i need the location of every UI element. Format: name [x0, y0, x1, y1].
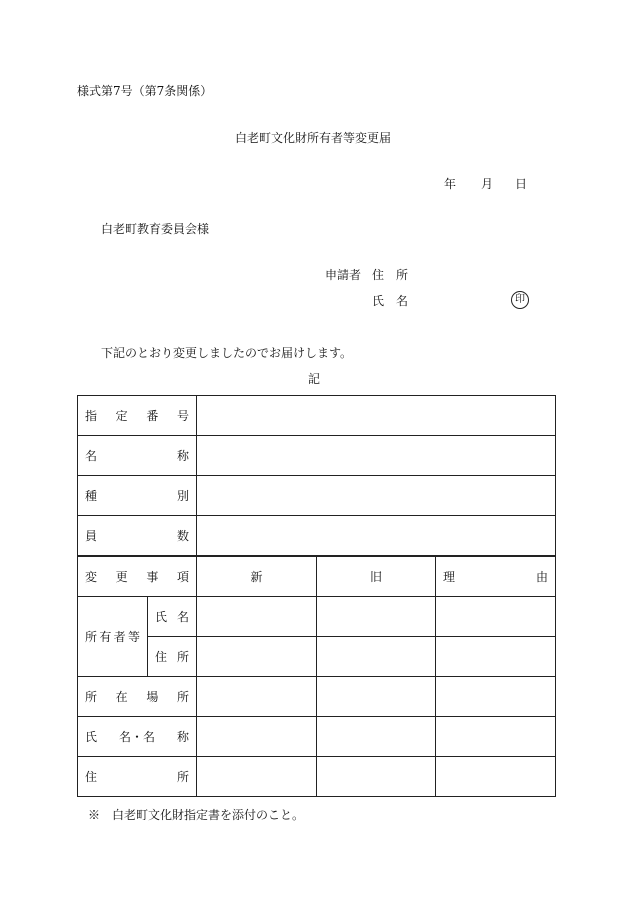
form-number: 様式第7号（第7条関係） [77, 84, 213, 98]
owner-name-label: 氏 名 [148, 597, 197, 637]
designation-number-field[interactable] [197, 396, 556, 436]
name-field[interactable] [197, 436, 556, 476]
table-row [78, 516, 556, 557]
table-row [78, 717, 556, 757]
table-row [78, 436, 556, 476]
seal-mark: 印 [511, 291, 529, 309]
owner-address-new-field[interactable] [197, 637, 317, 677]
ki-heading: 記 [308, 372, 321, 386]
location-reason-field[interactable] [436, 677, 556, 717]
table-row [78, 396, 556, 436]
table-row [78, 637, 556, 677]
document-title: 白老町文化財所有者等変更届 [235, 131, 392, 145]
date-day-label: 日 [515, 177, 528, 191]
owner-name-reason-field[interactable] [436, 597, 556, 637]
applicant-address-label: 住 所 [372, 268, 408, 282]
old-header: 旧 [317, 556, 436, 597]
address-new-field[interactable] [197, 757, 317, 797]
owner-address-label: 住 所 [148, 637, 197, 677]
addressee: 白老町教育委員会様 [101, 222, 210, 236]
person-name-reason-field[interactable] [436, 717, 556, 757]
owner-address-old-field[interactable] [317, 637, 436, 677]
applicant-name-label: 氏 名 [372, 294, 408, 308]
reason-header: 理 由 [436, 556, 556, 597]
address-reason-field[interactable] [436, 757, 556, 797]
person-name-old-field[interactable] [317, 717, 436, 757]
location-new-field[interactable] [197, 677, 317, 717]
person-name-new-field[interactable] [197, 717, 317, 757]
type-field[interactable] [197, 476, 556, 516]
name-label: 名 称 [78, 436, 197, 476]
location-label: 所 在 場 所 [78, 677, 197, 717]
address-old-field[interactable] [317, 757, 436, 797]
owner-name-old-field[interactable] [317, 597, 436, 637]
change-form-table [77, 395, 556, 797]
attachment-note: ※ 白老町文化財指定書を添付のこと。 [88, 808, 305, 822]
type-label: 種 別 [78, 476, 197, 516]
members-label: 員 数 [78, 516, 197, 557]
change-item-header: 変 更 事 項 [78, 556, 197, 597]
new-header: 新 [197, 556, 317, 597]
table-row [78, 677, 556, 717]
owner-name-new-field[interactable] [197, 597, 317, 637]
table-row [78, 597, 556, 637]
applicant-label: 申請者 [325, 268, 362, 282]
table-header-row [78, 556, 556, 597]
owner-group-label: 所 有 者 等 [78, 597, 148, 677]
table-row [78, 757, 556, 797]
address-label: 住 所 [78, 757, 197, 797]
intro-text: 下記のとおり変更しましたのでお届けします。 [101, 346, 353, 360]
person-name-label: 氏 名・名 称 [78, 717, 197, 757]
owner-address-reason-field[interactable] [436, 637, 556, 677]
location-old-field[interactable] [317, 677, 436, 717]
table-row [78, 476, 556, 516]
date-month-label: 月 [481, 177, 494, 191]
designation-number-label: 指 定 番 号 [78, 396, 197, 436]
members-field[interactable] [197, 516, 556, 557]
date-year-label: 年 [444, 177, 457, 191]
